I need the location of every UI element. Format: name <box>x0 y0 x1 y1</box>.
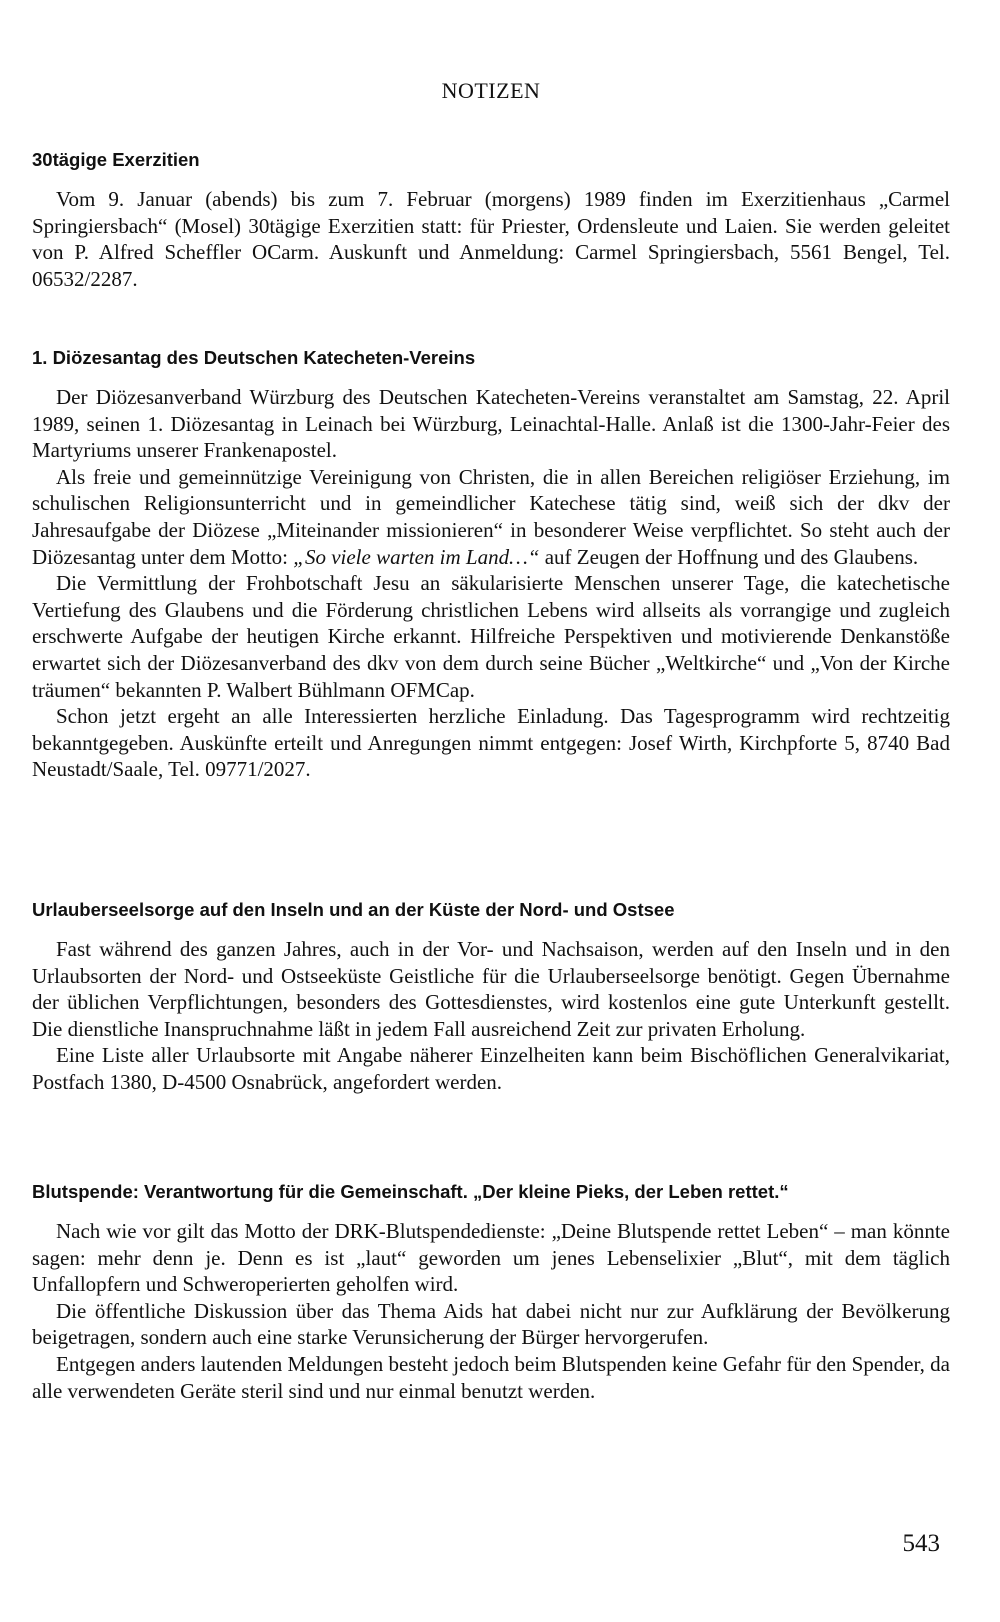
section-exerzitien <box>32 148 950 292</box>
section-heading: Blutspende: Verantwortung für die Gemeinschaft. „Der kleine Pieks, der Leben rettet.“ <box>32 1181 789 1202</box>
document-page <box>32 0 950 1622</box>
paragraph-text: auf Zeugen der Hoffnung und des Glaubens. <box>544 544 919 569</box>
paragraph: Nach wie vor gilt das Motto der DRK-Blutspendedienste: „Deine Blutspende rettet Leben“ – man könnte sagen: mehr denn je. Denn es ist „laut“ geworden um jenes Lebenselixier „Blut“, mit dem täglich Unfallopfern und Schweroperierten geholfen wird. <box>32 1219 950 1297</box>
paragraph: Vom 9. Januar (abends) bis zum 7. Februar (morgens) 1989 finden im Exerzitienhaus „Carmel Springiersbach“ (Mosel) 30tägige Exerzitien statt: für Priester, Ordensleute und Laien. Sie werden geleitet von P. Alfred Scheffler OCarm. Auskunft und Anmeldung: Carmel Springiersbach, 5561 Bengel, Tel. 06532/2287. <box>32 187 950 291</box>
page-title: NOTIZEN <box>441 78 541 103</box>
section-dioezesantag <box>32 346 950 783</box>
page-number: 543 <box>902 1530 940 1557</box>
motto-quote: „So viele warten im Land…“ <box>293 544 540 569</box>
paragraph: Entgegen anders lautenden Meldungen besteht jedoch beim Blutspenden keine Gefahr für den Spender, da alle verwendeten Geräte steril sind und nur einmal benutzt werden. <box>32 1351 950 1403</box>
section-blutspende <box>32 1180 950 1404</box>
paragraph: Die öffentliche Diskussion über das Thema Aids hat dabei nicht nur zur Aufklärung der Bevölkerung beigetragen, sondern auch eine starke Verunsicherung der Bürger hervorgerufen. <box>32 1298 950 1350</box>
paragraph: Die Vermittlung der Frohbotschaft Jesu an säkularisierte Menschen unserer Tage, die katechetische Vertiefung des Glaubens und die Förderung christlichen Lebens wird allseits als vorrangige und zugleich erschwerte Aufgabe der heutigen Kirche erkannt. Hilfreiche Perspektiven und motivierende Denkanstöße erwartet sich der Diözesanverband des dkv von dem durch seine Bücher „Weltkirche“ und „Von der Kirche träumen“ bekannten P. Walbert Bühlmann OFMCap. <box>32 571 950 702</box>
paragraph: Schon jetzt ergeht an alle Interessierten herzliche Einladung. Das Tagesprogramm wird rechtzeitig bekanntgegeben. Auskünfte erteilt und Anregungen nimmt entgegen: Josef Wirth, Kirchpforte 5, 8740 Bad Neustadt/Saale, Tel. 09771/2027. <box>32 704 950 782</box>
section-heading: Urlauberseelsorge auf den Inseln und an der Küste der Nord- und Ostsee <box>32 899 675 920</box>
paragraph: Fast während des ganzen Jahres, auch in der Vor- und Nachsaison, werden auf den Inseln und in den Urlaubsorten der Nord- und Ostseeküste Geistliche für die Urlauberseelsorge benötigt. Gegen Übernahme der üblichen Verpflichtungen, besonders des Gottesdienstes, wird kostenlos eine gute Unterkunft gestellt. Die dienstliche Inanspruchnahme läßt in jedem Fall ausreichend Zeit zur privaten Erholung. <box>32 937 950 1041</box>
section-heading: 30tägige Exerzitien <box>32 149 200 170</box>
section-urlauberseelsorge <box>32 898 950 1096</box>
section-heading: 1. Diözesantag des Deutschen Katecheten-Vereins <box>32 347 476 368</box>
paragraph-motto <box>32 464 950 570</box>
paragraph-text: Als freie und gemeinnützige Vereinigung von Christen, die in allen Bereichen religiöser Erziehung, im schulischen Religionsunterricht und in gemeindlicher Katechese tätig sind, weiß sich der dkv der Jahresaufgabe der Diözese „Miteinander missionieren“ in besonderer Weise verpflichtet. So steht auch der Diözesantag unter dem Motto: <box>32 464 950 569</box>
paragraph: Der Diözesanverband Würzburg des Deutschen Katecheten-Vereins veranstaltet am Samstag, 22. April 1989, seinen 1. Diözesantag in Leinach bei Würzburg, Leinachtal-Halle. Anlaß ist die 1300-Jahr-Feier des Martyriums unserer Frankenapostel. <box>32 385 950 463</box>
paragraph: Eine Liste aller Urlaubsorte mit Angabe näherer Einzelheiten kann beim Bischöflichen Generalvikariat, Postfach 1380, D-4500 Osnabrück, angefordert werden. <box>32 1043 950 1094</box>
